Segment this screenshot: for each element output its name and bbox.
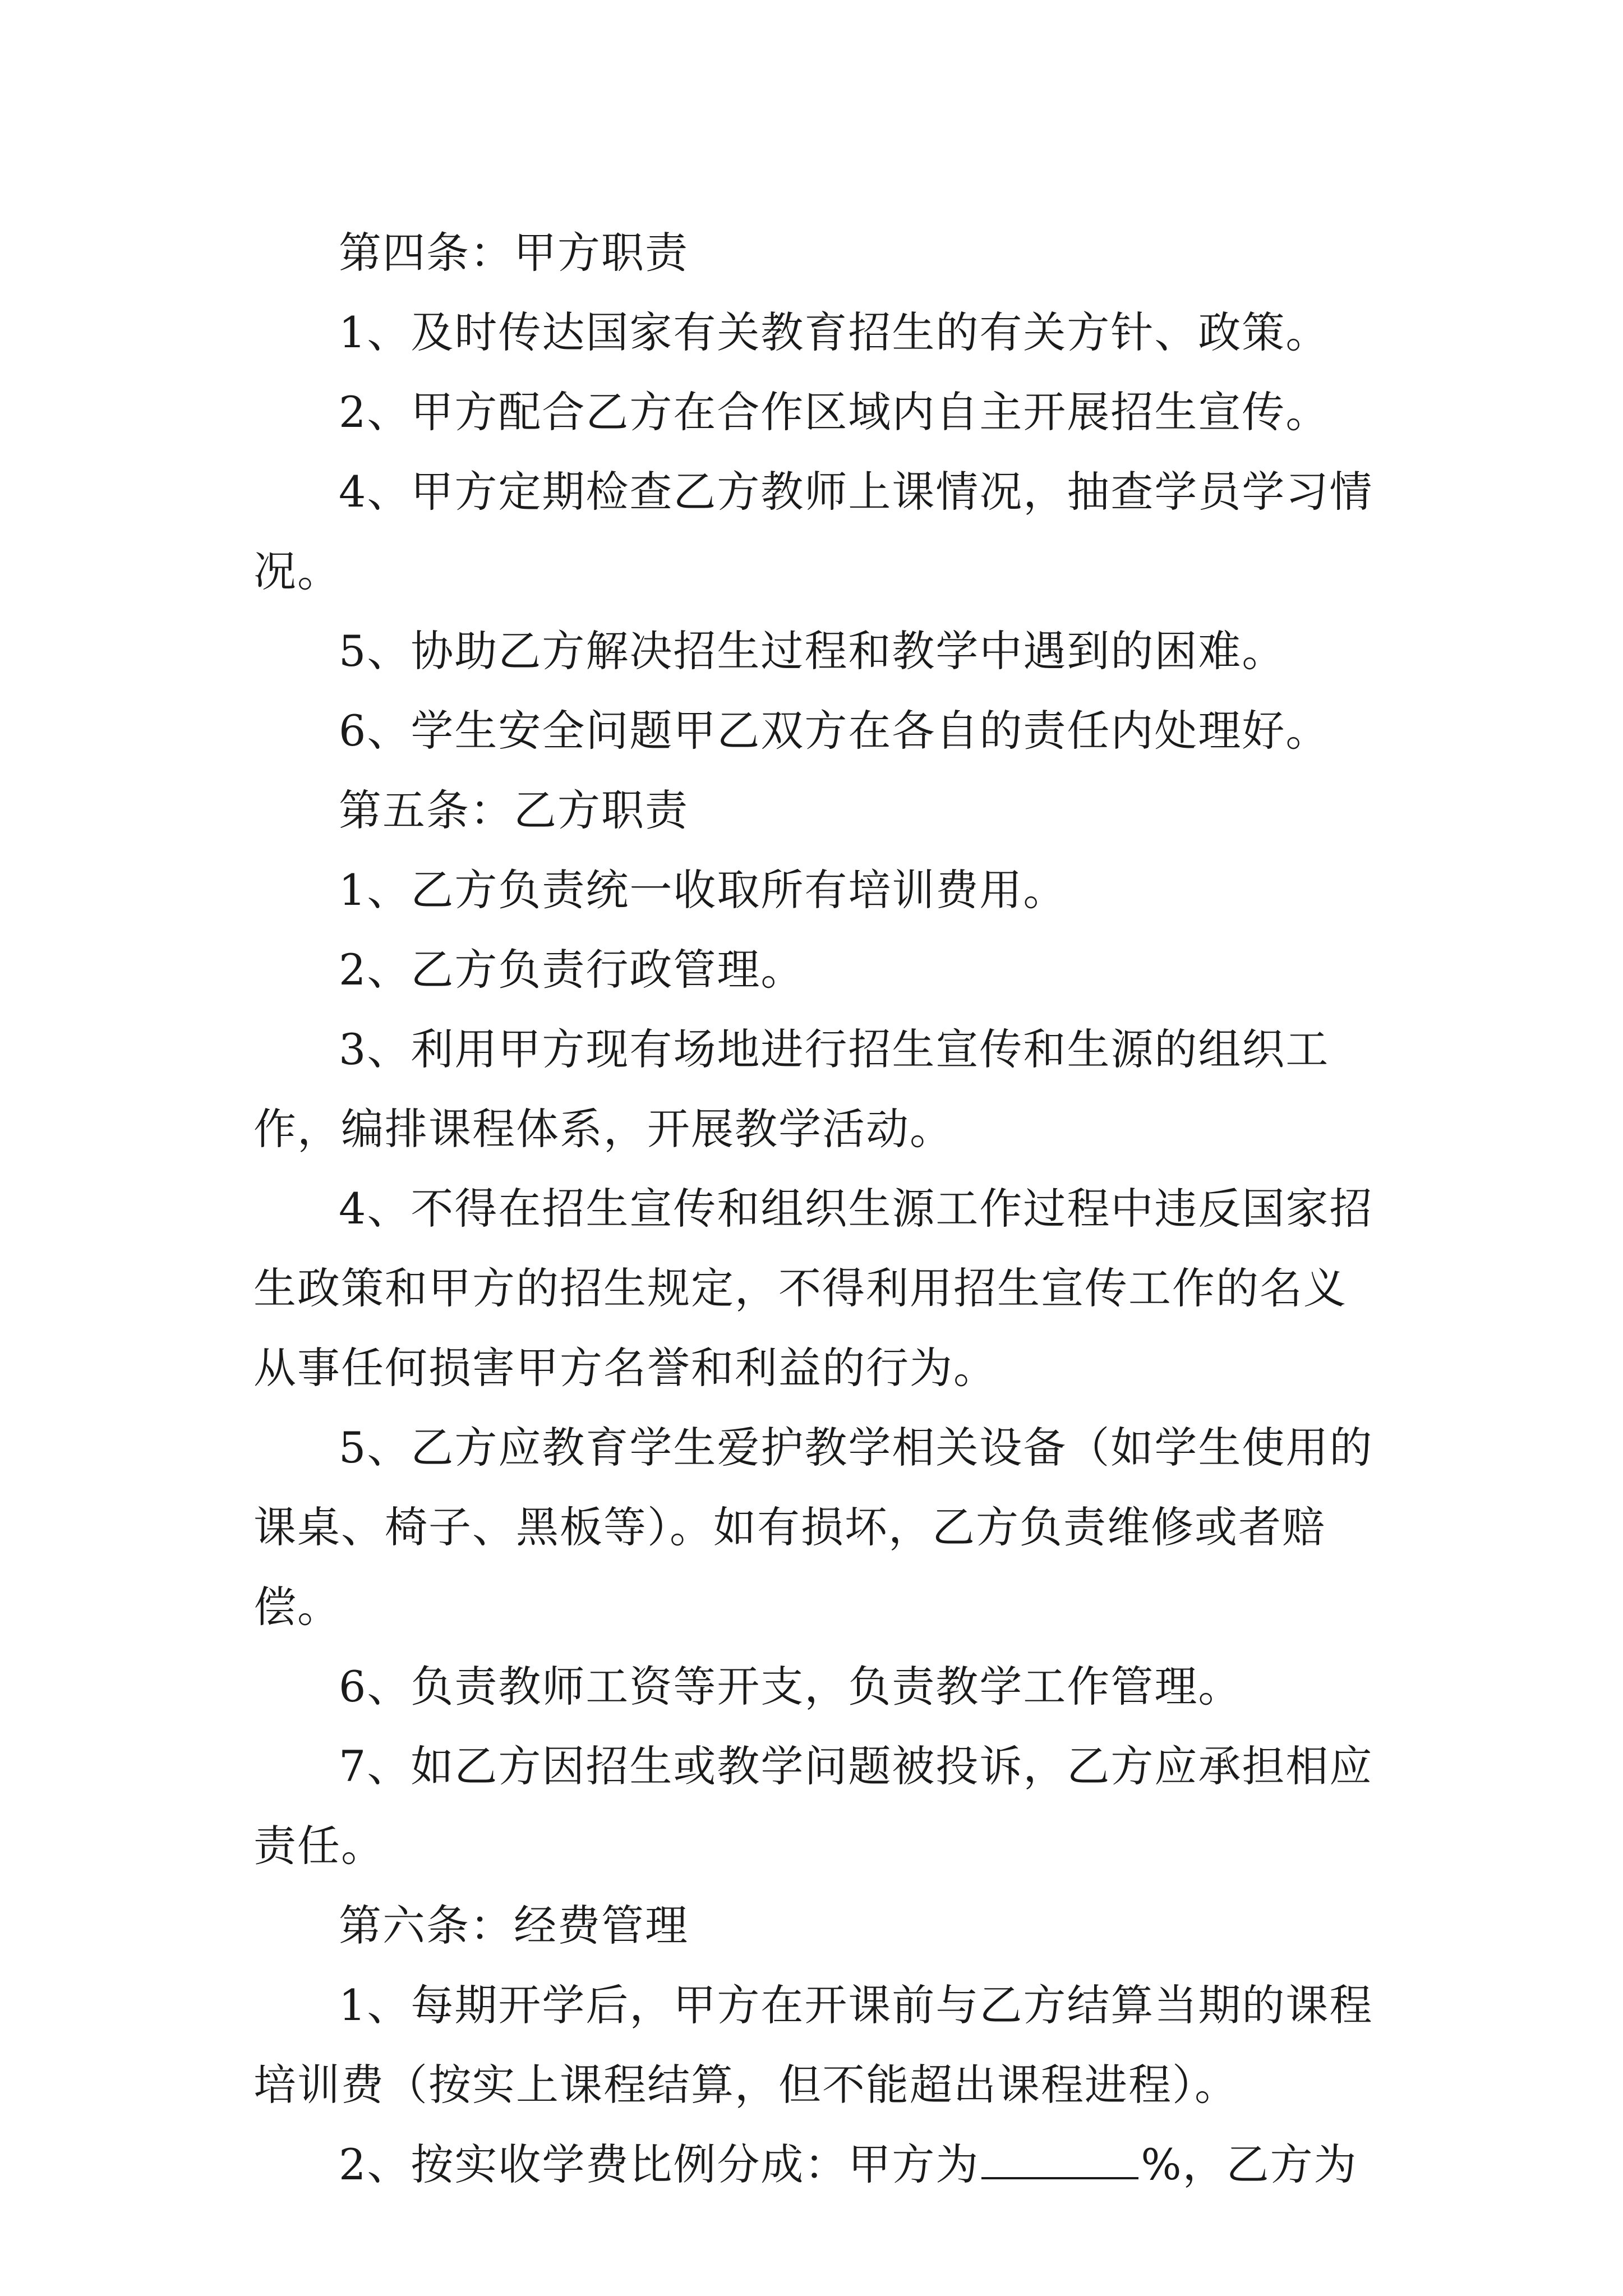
- party-a-ratio-blank: [981, 2138, 1138, 2179]
- ratio-text-before: 2、按实收学费比例分成：甲方为: [339, 2139, 980, 2189]
- article-5-item-4: 4、不得在招生宣传和组织生源工作过程中违反国家招生政策和甲方的招生规定，不得利用招生宣传工作的名义从事任何损害甲方名誉和利益的行为。: [253, 1184, 1373, 1393]
- article-5-item-6: 6、负责教师工资等开支，负责教学工作管理。: [339, 1662, 1242, 1711]
- article-5-item-5: 5、乙方应教育学生爱护教学相关设备（如学生使用的课桌、椅子、黑板等）。如有损坏，乙方负责维修或者赔偿。: [253, 1423, 1373, 1632]
- article-4-heading: 第四条：甲方职责: [339, 228, 689, 278]
- article-4-item-4: 4、甲方定期检查乙方教师上课情况，抽查学员学习情况。: [253, 467, 1373, 596]
- ratio-text-after: %，乙方为: [1141, 2139, 1358, 2189]
- article-4-item-5: 5、协助乙方解决招生过程和教学中遇到的困难。: [339, 626, 1286, 676]
- article-6-item-2: [253, 2125, 1375, 2205]
- article-4-item-6: 6、学生安全问题甲乙双方在各自的责任内处理好。: [339, 706, 1330, 756]
- article-5-item-7: 7、如乙方因招生或教学问题被投诉，乙方应承担相应责任。: [253, 1741, 1373, 1871]
- article-6-item-1: 1、每期开学后，甲方在开课前与乙方结算当期的课程培训费（按实上课程结算，但不能超出课程进程）。: [253, 1980, 1373, 2110]
- article-5-item-1: 1、乙方负责统一收取所有培训费用。: [339, 865, 1067, 915]
- article-6-heading: 第六条：经费管理: [339, 1901, 689, 1950]
- article-4-item-1: 1、及时传达国家有关教育招生的有关方针、政策。: [339, 307, 1330, 357]
- article-5-item-2: 2、乙方负责行政管理。: [339, 945, 805, 995]
- article-5-item-3: 3、利用甲方现有场地进行招生宣传和生源的组织工作，编排课程体系，开展教学活动。: [253, 1024, 1330, 1154]
- document-body: [253, 213, 1375, 2205]
- article-5-heading: 第五条：乙方职责: [339, 785, 689, 835]
- article-4-item-2: 2、甲方配合乙方在合作区域内自主开展招生宣传。: [339, 387, 1330, 437]
